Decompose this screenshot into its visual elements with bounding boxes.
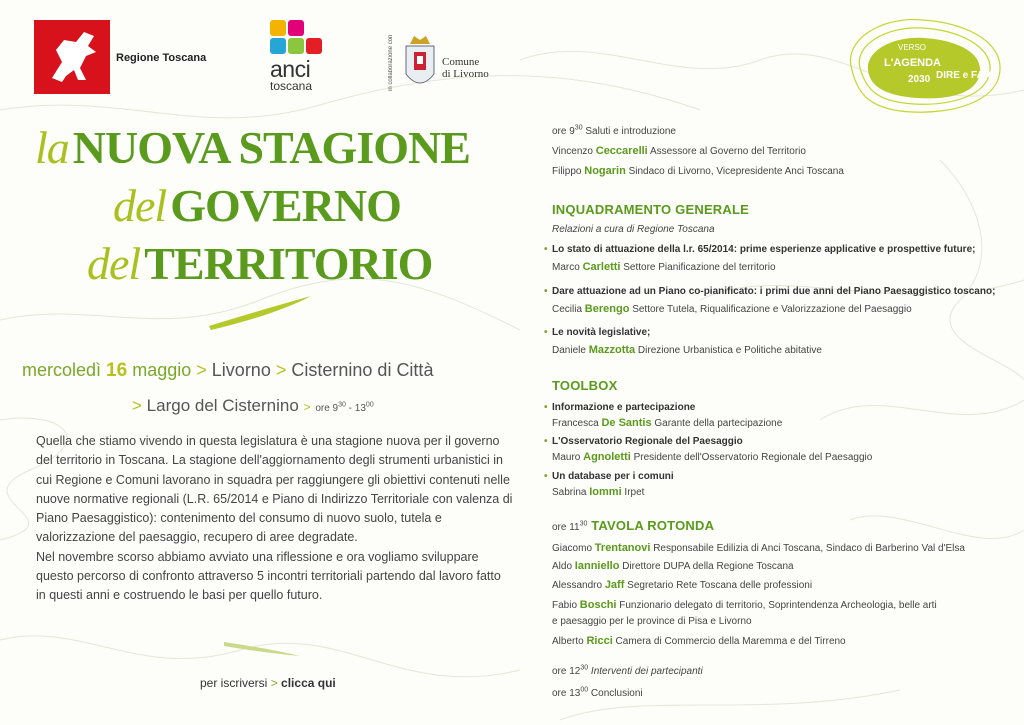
anci-squares-icon (262, 18, 342, 58)
title-la: la (35, 122, 69, 173)
chevron-right-icon: > (270, 676, 278, 690)
title-line-3 (35, 240, 525, 298)
event-time: ore $9^{30} - 13^{00}$ (315, 401, 374, 414)
program-time-11: ore $11^{30}$ TAVOLA ROTONDA (552, 518, 715, 533)
event-date-number: 16 (106, 360, 128, 381)
collaboration-label: in collaborazione con (388, 34, 394, 92)
event-city: Livorno (211, 360, 271, 380)
section-toolbox: TOOLBOX (552, 378, 618, 393)
brush-stroke-top (205, 292, 315, 332)
signup-label: per iscriversi (200, 676, 268, 690)
agenda-2030-badge (832, 10, 1007, 122)
agenda-dire-fare: DIRE e FARE (936, 70, 998, 81)
title-line-2 (35, 182, 525, 240)
event-month: maggio (132, 360, 192, 380)
speaker-trentanovi: Giacomo Trentanovi Responsabile Edilizia di Anci Toscana, Sindaco di Barberino Val d'Elsa (552, 542, 965, 554)
speaker-berengo: Cecilia Berengo Settore Tutela, Riqualificazione e Valorizzazione del Paesaggio (552, 303, 912, 315)
intro-text (36, 432, 514, 606)
speaker-ianniello: Aldo Ianniello Direttore DUPA della Regione Toscana (552, 560, 794, 572)
speaker-boschi-cont: e paesaggio per le province di Pisa e Livorno (552, 616, 752, 627)
pegasus-icon (34, 20, 110, 94)
topic-lr-65: • Lo stato di attuazione della l.r. 65/2014: prime esperienze applicative e prospettive future; (552, 244, 975, 255)
intro-paragraph-2: Nel novembre scorso abbiamo avviato una riflessione e ora vogliamo sviluppare questo percorso di confronto attraverso 5 incontri territoriali partendo dal lavoro fatto in questi anni e costruendo le basi per quello futuro. (36, 549, 501, 603)
title-governo: GOVERNO (170, 180, 401, 231)
program-time-13: ore $13^{00}$ Conclusioni (552, 686, 643, 699)
event-address-line (132, 396, 374, 416)
anci-toscana-label: toscana (270, 79, 313, 93)
event-day: mercoledì (22, 360, 102, 380)
event-address: Largo del Cisternino (146, 396, 299, 415)
program-time-9: ore $9^{30}$ Saluti e introduzione (552, 124, 676, 137)
title-nuova-stagione: NUOVA STAGIONE (72, 122, 470, 173)
di-livorno-label: di Livorno (442, 68, 489, 80)
chevron-right-icon: > (132, 396, 142, 415)
title-del-1: del (113, 180, 167, 231)
chevron-right-icon: > (303, 400, 311, 414)
speaker-jaff: Alessandro Jaff Segretario Rete Toscana delle professioni (552, 579, 813, 591)
chevron-right-icon: > (196, 360, 207, 380)
anci-label: anci (270, 56, 311, 82)
agenda-verso: VERSO (898, 43, 927, 52)
livorno-crest-icon (402, 34, 438, 92)
signup-cta[interactable] (200, 676, 336, 690)
speaker-iommi: Sabrina Iommi Irpet (552, 486, 645, 498)
regione-toscana-label: Regione Toscana (116, 52, 207, 64)
section-inquadramento: INQUADRAMENTO GENERALE (552, 202, 750, 217)
chevron-right-icon: > (275, 360, 287, 380)
agenda-year: 2030 (908, 74, 931, 85)
speaker-carletti: Marco Carletti Settore Pianificazione del territorio (552, 261, 776, 273)
topic-informazione: • Informazione e partecipazione (552, 402, 695, 413)
comune-label: Comune (442, 56, 480, 68)
title-line-1 (35, 124, 525, 182)
speaker-ceccarelli: Vincenzo Ceccarelli Assessore al Governo del Territorio (552, 145, 806, 157)
click-here-link[interactable]: clicca qui (281, 676, 336, 690)
intro-paragraph-1: Quella che stiamo vivendo in questa legislatura è una stagione nuova per il governo del territorio in Toscana. La stagione dell'aggiornamento degli strumenti urbanistici in cui Regione e Comuni lavorano in squadra per raggiungere gli obiettivi contenuti nelle nuove normative regionali (L.R. 65/2014 e Piano di Indirizzo Territoriale con valenza di Piano Paesaggistico): contenimento del consumo di nuovo suolo, tutela e valorizzazione del paesaggio, recupero di aree degradate. (36, 434, 513, 545)
topic-piano-paesaggistico: • Dare attuazione ad un Piano co-pianificato: i primi due anni del Piano Paesaggistico toscano; (552, 286, 995, 297)
program (552, 126, 1012, 716)
topic-novita-legislative: • Le novità legislative; (552, 327, 650, 338)
title-territorio: TERRITORIO (144, 238, 433, 289)
anci-toscana-logo (262, 18, 342, 96)
regione-toscana-logo (34, 20, 110, 94)
topic-database: • Un database per i comuni (552, 471, 674, 482)
event-date-line (22, 360, 433, 382)
title-del-2: del (87, 238, 141, 289)
event-title (35, 124, 525, 298)
program-time-12: ore $12^{30}$ Interventi dei partecipanti (552, 664, 703, 677)
brush-stroke-bottom (222, 636, 302, 660)
speaker-boschi: Fabio Boschi Funzionario delegato di territorio, Soprintendenza Archeologia, belle arti (552, 599, 937, 611)
topic-osservatorio: • L'Osservatorio Regionale del Paesaggio (552, 436, 743, 447)
speaker-mazzotta: Daniele Mazzotta Direzione Urbanistica e Politiche abitative (552, 344, 822, 356)
section-inquadramento-sub: Relazioni a cura di Regione Toscana (552, 224, 715, 235)
speaker-de-santis: Francesca De Santis Garante della partecipazione (552, 417, 783, 429)
agenda-title: L'AGENDA (884, 57, 942, 69)
speaker-nogarin: Filippo Nogarin Sindaco di Livorno, Vicepresidente Anci Toscana (552, 165, 844, 177)
speaker-agnoletti: Mauro Agnoletti Presidente dell'Osservatorio Regionale del Paesaggio (552, 451, 873, 463)
speaker-ricci: Alberto Ricci Camera di Commercio della Maremma e del Tirreno (552, 635, 846, 647)
event-venue: Cisternino di Città (291, 360, 434, 380)
comune-livorno-logo (388, 34, 513, 94)
